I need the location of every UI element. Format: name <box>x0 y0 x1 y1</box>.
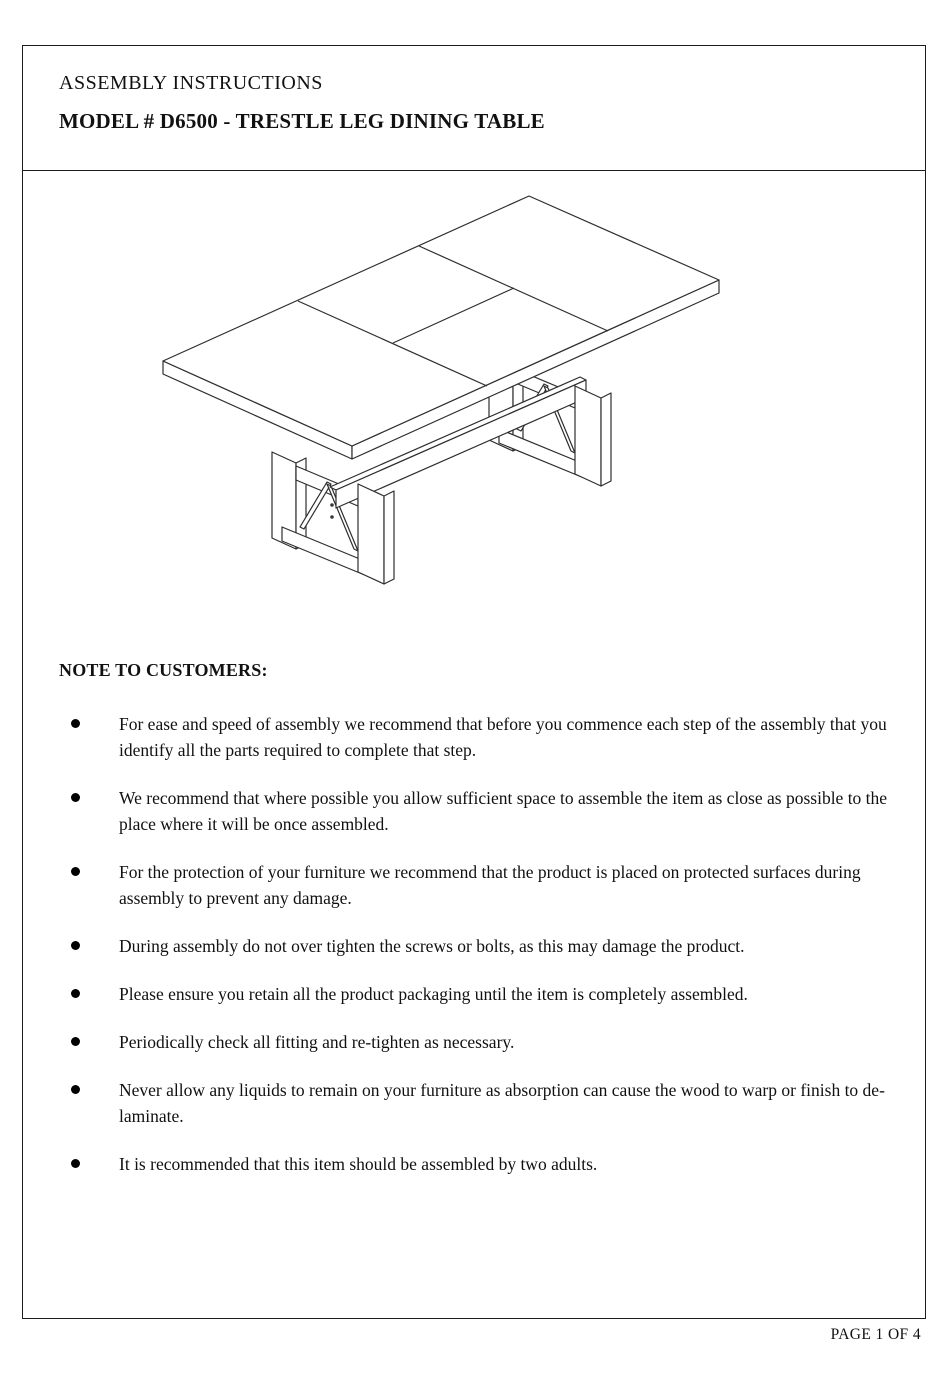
note-item <box>71 785 897 837</box>
note-text: It is recommended that this item should be assembled by two adults. <box>119 1154 598 1174</box>
note-text: During assembly do not over tighten the screws or bolts, as this may damage the product. <box>119 936 745 956</box>
bullet-icon <box>71 1159 80 1168</box>
note-text: For the protection of your furniture we recommend that the product is placed on protected surfaces during assembly to prevent any damage. <box>119 862 861 908</box>
note-item <box>71 933 897 959</box>
note-text: Periodically check all fitting and re-tighten as necessary. <box>119 1032 515 1052</box>
document-header <box>59 72 895 134</box>
note-item <box>71 711 897 763</box>
note-text: We recommend that where possible you allow sufficient space to assemble the item as close as possible to the place where it will be once assembled. <box>119 788 888 834</box>
bullet-icon <box>71 793 80 802</box>
bullet-icon <box>71 1085 80 1094</box>
bullet-icon <box>71 719 80 728</box>
header-divider <box>23 170 925 171</box>
note-item <box>71 1151 897 1177</box>
notes-heading: NOTE TO CUSTOMERS: <box>59 660 268 680</box>
note-item <box>71 859 897 911</box>
note-text: For ease and speed of assembly we recommend that before you commence each step of the assembly that you identify all the parts required to complete that step. <box>119 714 887 760</box>
note-item <box>71 1029 897 1055</box>
bullet-icon <box>71 989 80 998</box>
page-border <box>22 45 926 1319</box>
bullet-icon <box>71 867 80 876</box>
note-list <box>59 711 897 1177</box>
notes-section <box>59 660 897 1199</box>
note-item <box>71 981 897 1007</box>
document-title: ASSEMBLY INSTRUCTIONS <box>59 72 323 94</box>
page-number: PAGE 1 OF 4 <box>830 1326 921 1343</box>
model-title: MODEL # D6500 - TRESTLE LEG DINING TABLE <box>59 109 545 133</box>
note-item <box>71 1077 897 1129</box>
note-text: Please ensure you retain all the product packaging until the item is completely assembled. <box>119 984 748 1004</box>
bullet-icon <box>71 941 80 950</box>
bullet-icon <box>71 1037 80 1046</box>
note-text: Never allow any liquids to remain on your furniture as absorption can cause the wood to warp or finish to de-laminate. <box>119 1080 885 1126</box>
